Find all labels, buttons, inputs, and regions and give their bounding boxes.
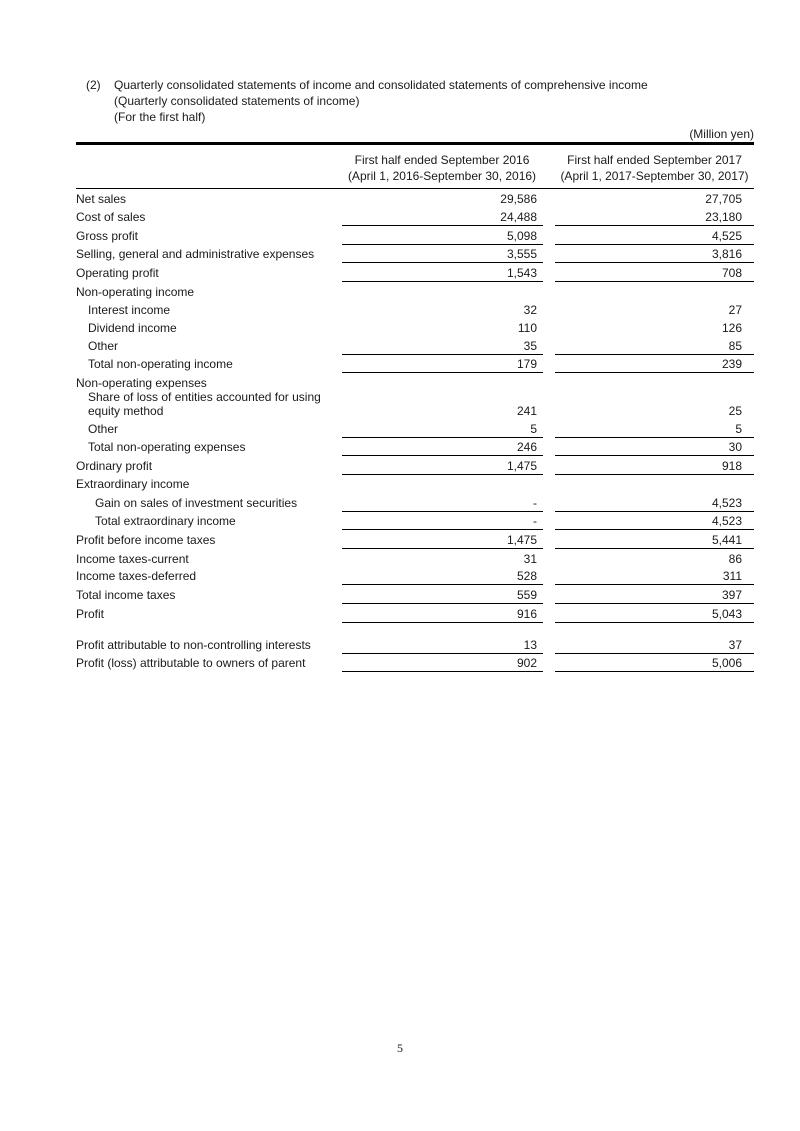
row-total-non-operating-expenses: Total non-operating expenses 246 30 bbox=[76, 438, 754, 456]
header-rule bbox=[76, 188, 754, 189]
row-cost-of-sales: Cost of sales 24,488 23,180 bbox=[76, 208, 754, 226]
row-non-operating-expenses: Non-operating expenses bbox=[76, 376, 207, 390]
section-number: (2) bbox=[86, 78, 101, 92]
row-gain-on-sales: Gain on sales of investment securities - 4,523 bbox=[76, 494, 754, 512]
row-total-non-operating-income: Total non-operating income 179 239 bbox=[76, 355, 754, 373]
column-header-2016: First half ended September 2016 (April 1, 2016-September 30, 2016) bbox=[347, 153, 537, 183]
row-net-sales: Net sales 29,586 27,705 bbox=[76, 192, 742, 206]
column-header-2017: First half ended September 2017 (April 1, 2017-September 30, 2017) bbox=[560, 153, 749, 183]
row-profit-non-controlling: Profit attributable to non-controlling interests 13 37 bbox=[76, 636, 754, 654]
table-top-rule bbox=[76, 142, 754, 145]
page-number: 5 bbox=[397, 1041, 403, 1055]
row-interest-income: Interest income 32 27 bbox=[88, 303, 742, 317]
row-sga: Selling, general and administrative expenses 3,555 3,816 bbox=[76, 245, 754, 263]
row-operating-profit: Operating profit 1,543 708 bbox=[76, 264, 754, 282]
row-income-taxes-current: Income taxes-current 31 86 bbox=[76, 552, 742, 566]
statement-title: Quarterly consolidated statements of income and consolidated statements of comprehensive income bbox=[114, 78, 648, 92]
row-other-expenses: Other 5 5 bbox=[76, 420, 754, 438]
statement-subtitle: (Quarterly consolidated statements of income) bbox=[114, 94, 360, 108]
row-profit: Profit 916 5,043 bbox=[76, 605, 754, 623]
row-profit-owners-parent: Profit (loss) attributable to owners of parent 902 5,006 bbox=[76, 654, 754, 672]
row-dividend-income: Dividend income 110 126 bbox=[88, 321, 742, 335]
statement-heading bbox=[86, 77, 648, 125]
row-gross-profit: Gross profit 5,098 4,525 bbox=[76, 227, 754, 245]
statement-period: (For the first half) bbox=[114, 110, 206, 124]
row-other-income: Other 35 85 bbox=[76, 337, 754, 355]
row-profit-before-taxes: Profit before income taxes 1,475 5,441 bbox=[76, 531, 754, 549]
row-ordinary-profit: Ordinary profit 1,475 918 bbox=[76, 457, 754, 475]
row-extraordinary-income: Extraordinary income bbox=[76, 477, 190, 491]
row-total-income-taxes: Total income taxes 559 397 bbox=[76, 586, 754, 604]
row-total-extraordinary-income: Total extraordinary income - 4,523 bbox=[76, 512, 754, 530]
row-income-taxes-deferred: Income taxes-deferred 528 311 bbox=[76, 567, 754, 585]
row-share-of-loss-line1: Share of loss of entities accounted for using bbox=[88, 390, 321, 404]
row-non-operating-income: Non-operating income bbox=[76, 285, 195, 299]
row-share-of-loss: equity method 241 25 bbox=[88, 404, 742, 418]
unit-label: (Million yen) bbox=[689, 127, 754, 141]
